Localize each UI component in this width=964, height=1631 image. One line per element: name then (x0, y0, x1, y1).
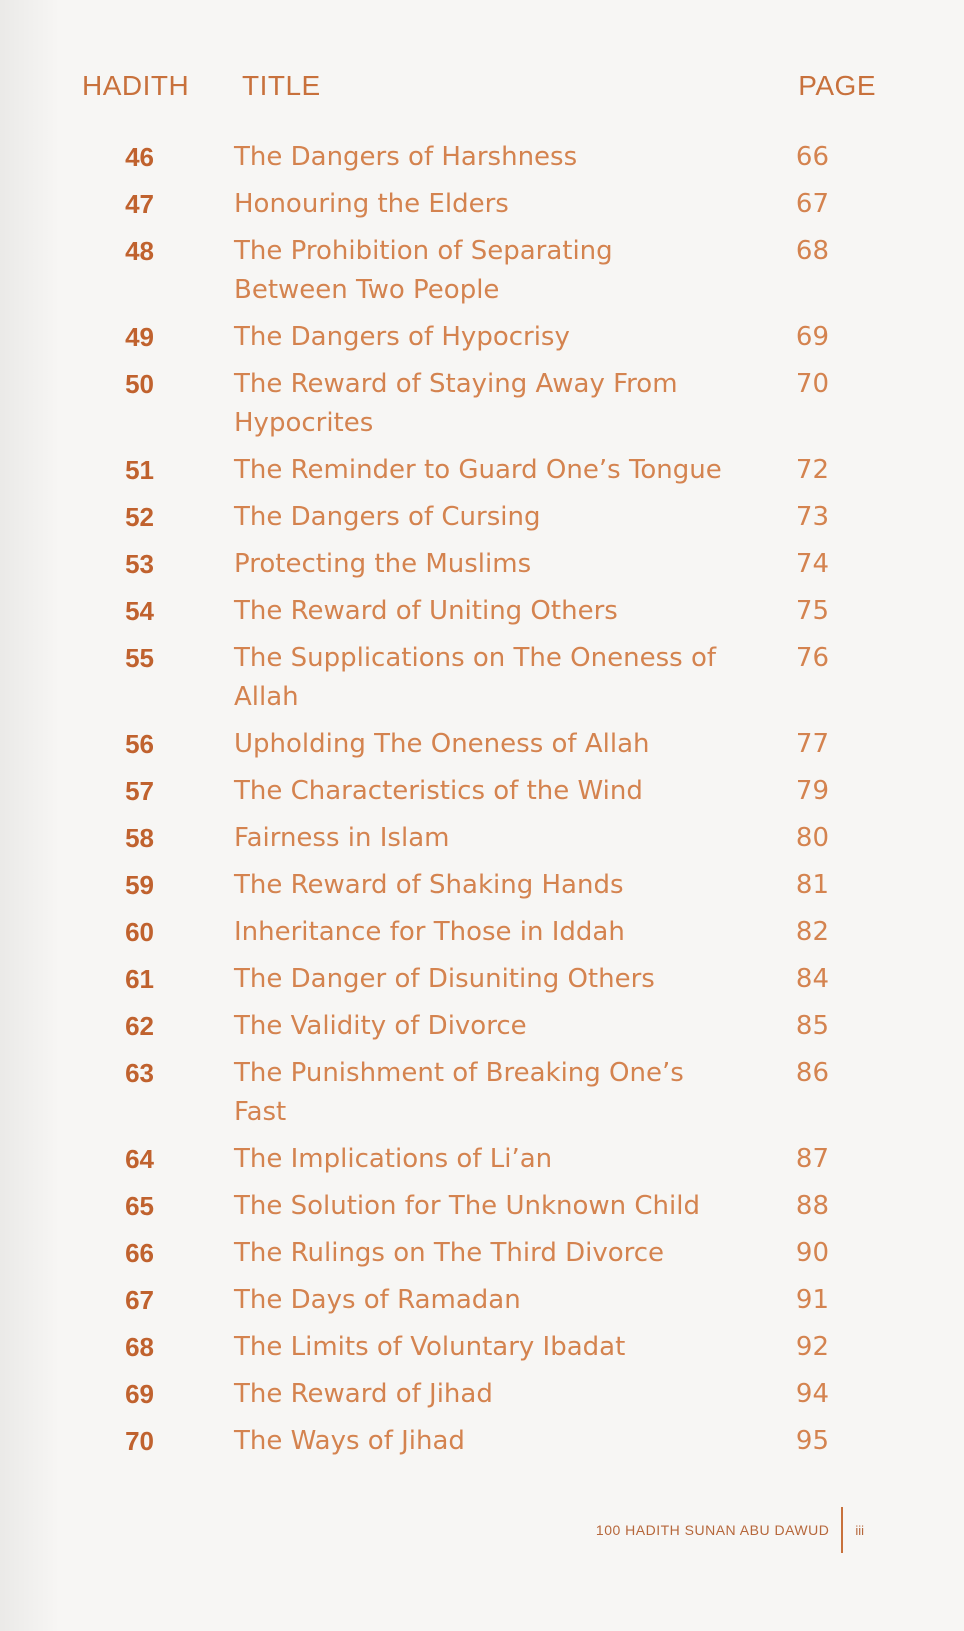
page-number: 86 (795, 1058, 829, 1088)
hadith-title: The Dangers of Harshness (234, 142, 578, 172)
toc-row (82, 1234, 882, 1281)
toc-row (82, 318, 882, 365)
toc-row (82, 772, 882, 819)
toc-row (82, 866, 882, 913)
hadith-title: The Characteristics of the Wind (234, 776, 643, 806)
hadith-number: 64 (125, 1144, 154, 1174)
page-number: 73 (795, 502, 829, 532)
toc-row (82, 592, 882, 639)
hadith-number: 53 (125, 549, 154, 579)
toc-row (82, 232, 882, 318)
hadith-title: The Implications of Li’an (234, 1144, 553, 1174)
hadith-title: The Reward of Shaking Hands (234, 870, 624, 900)
hadith-title: The Danger of Disuniting Others (234, 964, 655, 994)
page-number: 91 (795, 1285, 829, 1315)
toc-row (82, 1328, 882, 1375)
hadith-number: 67 (125, 1285, 154, 1315)
hadith-number: 65 (125, 1191, 154, 1221)
hadith-title: The Prohibition of Separating Between Two People (234, 236, 613, 305)
toc-row (82, 1140, 882, 1187)
gutter-shadow (0, 0, 60, 1631)
toc-row (82, 545, 882, 592)
hadith-number: 52 (125, 502, 154, 532)
page-number: 77 (795, 729, 829, 759)
page-number: 79 (795, 776, 829, 806)
hadith-title: The Dangers of Hypocrisy (234, 322, 570, 352)
header-hadith: HADITH (82, 70, 190, 101)
hadith-number: 61 (125, 964, 154, 994)
page-number: 68 (795, 236, 829, 266)
hadith-title: The Reward of Staying Away From Hypocrites (234, 369, 678, 438)
toc-list (82, 138, 882, 1469)
page-number: 66 (795, 142, 829, 172)
page-number: 84 (795, 964, 829, 994)
hadith-number: 47 (125, 189, 154, 219)
hadith-number: 62 (125, 1011, 154, 1041)
toc-row (82, 451, 882, 498)
toc-row (82, 1007, 882, 1054)
page-number: 75 (795, 596, 829, 626)
hadith-number: 48 (125, 236, 154, 266)
hadith-title: The Solution for The Unknown Child (234, 1191, 700, 1221)
hadith-number: 57 (125, 776, 154, 806)
page-footer (596, 1510, 864, 1550)
hadith-title: The Rulings on The Third Divorce (234, 1238, 665, 1268)
hadith-number: 54 (125, 596, 154, 626)
hadith-title: The Dangers of Cursing (234, 502, 541, 532)
toc-row (82, 1375, 882, 1422)
page-number: 95 (795, 1426, 829, 1456)
toc-row (82, 819, 882, 866)
header-title: TITLE (242, 70, 321, 101)
page-number: 82 (795, 917, 829, 947)
hadith-number: 63 (125, 1058, 154, 1088)
hadith-number: 46 (125, 142, 154, 172)
hadith-title: Upholding The Oneness of Allah (234, 729, 650, 759)
toc-row (82, 1422, 882, 1469)
hadith-number: 50 (125, 369, 154, 399)
page-number: 92 (795, 1332, 829, 1362)
toc-header (82, 70, 884, 110)
page-number: 90 (795, 1238, 829, 1268)
hadith-title: The Ways of Jihad (234, 1426, 465, 1456)
page-number: 70 (795, 369, 829, 399)
hadith-title: Fairness in Islam (234, 823, 450, 853)
hadith-number: 69 (125, 1379, 154, 1409)
hadith-title: The Supplications on The Oneness of Allah (234, 643, 717, 712)
hadith-number: 60 (125, 917, 154, 947)
hadith-title: Honouring the Elders (234, 189, 509, 219)
hadith-title: The Reminder to Guard One’s Tongue (234, 455, 722, 485)
hadith-number: 58 (125, 823, 154, 853)
page-number: 88 (795, 1191, 829, 1221)
hadith-number: 70 (125, 1426, 154, 1456)
hadith-title: The Punishment of Breaking One’s Fast (234, 1058, 684, 1127)
toc-row (82, 960, 882, 1007)
footer-book-title: 100 HADITH SUNAN ABU DAWUD (595, 1522, 830, 1538)
page-number: 80 (795, 823, 829, 853)
toc-row (82, 185, 882, 232)
toc-row (82, 498, 882, 545)
hadith-title: The Reward of Jihad (234, 1379, 493, 1409)
footer-divider (841, 1507, 843, 1553)
toc-row (82, 725, 882, 772)
toc-row (82, 639, 882, 725)
hadith-number: 68 (125, 1332, 154, 1362)
toc-row (82, 365, 882, 451)
hadith-number: 55 (125, 643, 154, 673)
hadith-number: 51 (125, 455, 154, 485)
header-page: PAGE (798, 70, 876, 101)
hadith-title: The Days of Ramadan (234, 1285, 521, 1315)
footer-page-number: iii (855, 1522, 864, 1538)
hadith-number: 59 (125, 870, 154, 900)
toc-row (82, 1054, 882, 1140)
page-number: 81 (795, 870, 829, 900)
page-number: 76 (795, 643, 829, 673)
hadith-number: 49 (125, 322, 154, 352)
toc-row (82, 1281, 882, 1328)
hadith-title: Protecting the Muslims (234, 549, 532, 579)
hadith-number: 66 (125, 1238, 154, 1268)
page-number: 94 (795, 1379, 829, 1409)
hadith-title: The Reward of Uniting Others (234, 596, 618, 626)
page-number: 67 (795, 189, 829, 219)
hadith-title: The Validity of Divorce (234, 1011, 527, 1041)
hadith-title: The Limits of Voluntary Ibadat (234, 1332, 626, 1362)
toc-row (82, 138, 882, 185)
toc-row (82, 913, 882, 960)
page-number: 72 (795, 455, 829, 485)
toc-row (82, 1187, 882, 1234)
page-number: 74 (795, 549, 829, 579)
page-number: 69 (795, 322, 829, 352)
page-number: 85 (795, 1011, 829, 1041)
hadith-title: Inheritance for Those in Iddah (234, 917, 625, 947)
hadith-number: 56 (125, 729, 154, 759)
page-number: 87 (795, 1144, 829, 1174)
